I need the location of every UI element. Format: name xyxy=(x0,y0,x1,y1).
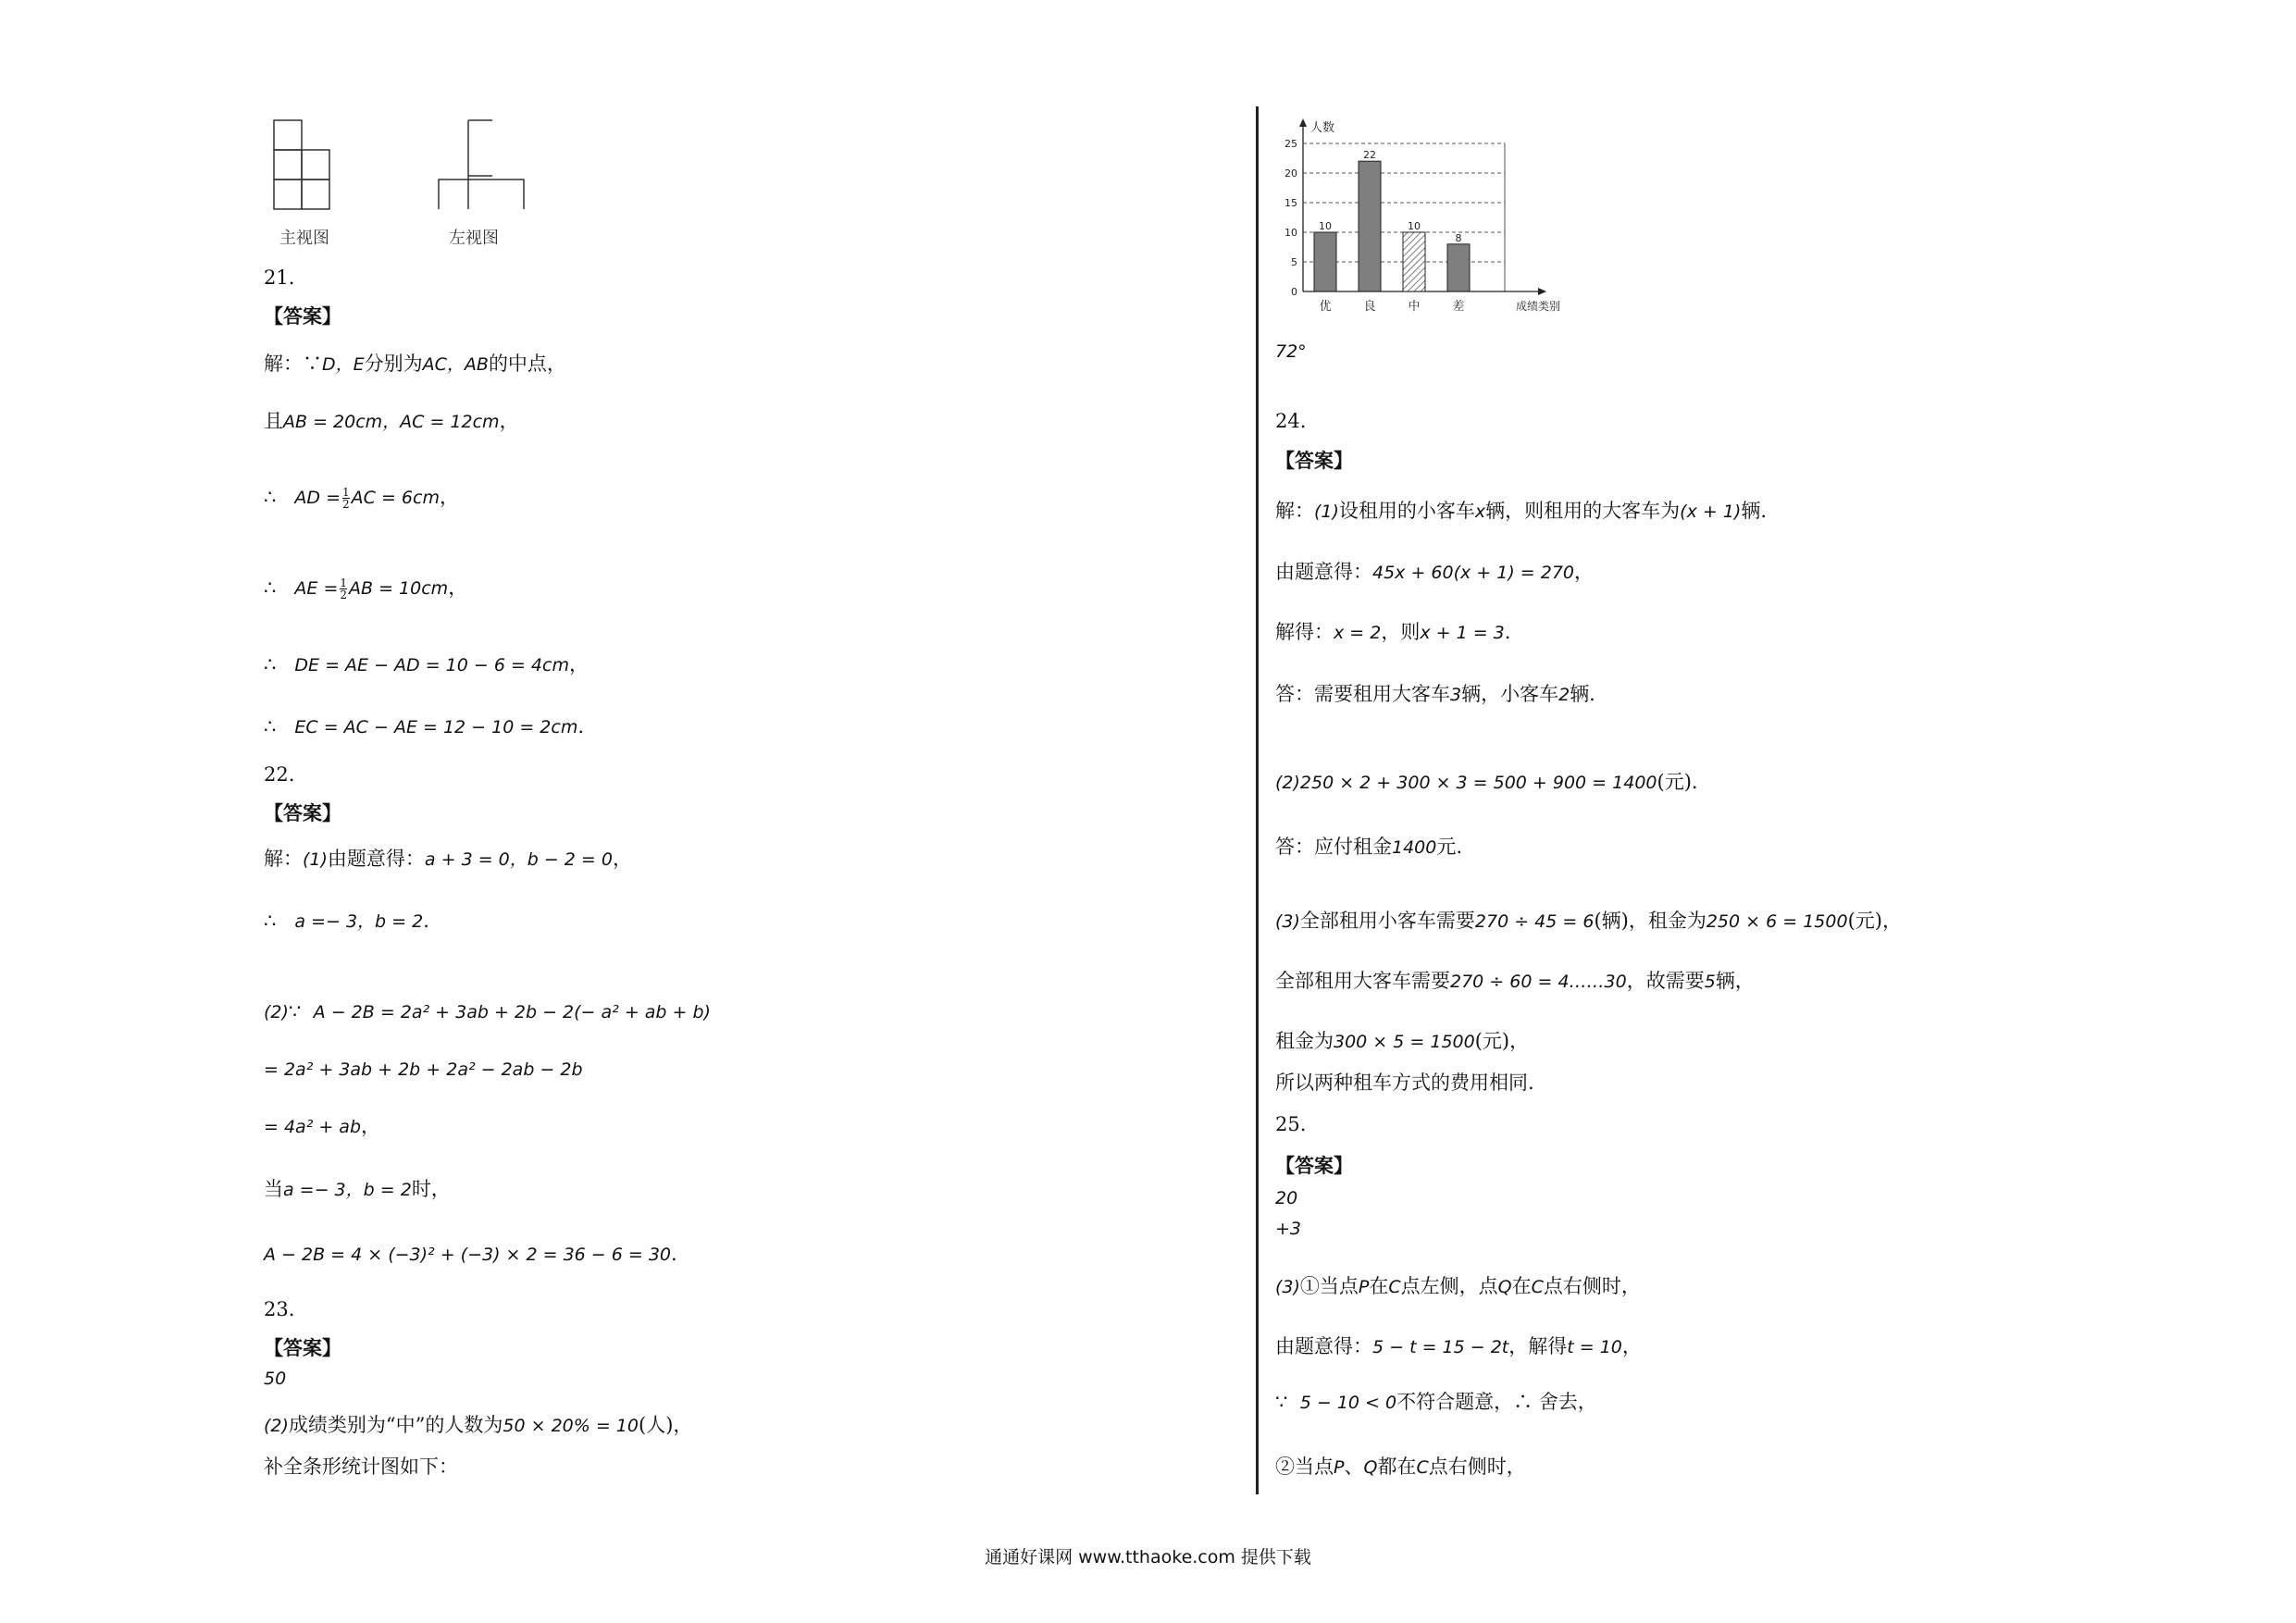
q25-line4: ②当点P、Q都在C点右侧时， xyxy=(1275,1456,1526,1478)
q23-value-1: 50 xyxy=(264,1369,287,1389)
q22-line1: 解：(1)由题意得：a + 3 = 0，b − 2 = 0， xyxy=(264,848,632,870)
three-view-drawings xyxy=(259,111,555,259)
bar-value-label: 10 xyxy=(1319,220,1332,232)
x-tick-label: 良 xyxy=(1363,300,1376,314)
q25-line1: (3)①当点P在C点左侧，点Q在C点右侧时， xyxy=(1275,1275,1641,1297)
bar-chart xyxy=(1275,116,1562,324)
q23-line2: (2)成绩类别为“中”的人数为50 × 20% = 10(人)， xyxy=(264,1414,693,1436)
q21-line4: ∴ AE = $\frac{1}{2}$ AB = 10cm， xyxy=(264,576,468,601)
q22-line7: A − 2B = 4 × (−3)² + (−3) × 2 = 36 − 6 = 30. xyxy=(264,1243,677,1265)
page-footer[interactable]: 通通好课网 www.tthaoke.com 提供下载 xyxy=(985,1547,1311,1567)
q24-line3: 解得：x = 2，则x + 1 = 3. xyxy=(1275,621,1511,643)
q24-line10: 所以两种租车方式的费用相同. xyxy=(1275,1072,1534,1094)
q22-answer-label: 【答案】 xyxy=(264,801,341,824)
front-view-figure xyxy=(274,120,329,209)
x-tick-label: 中 xyxy=(1408,300,1421,314)
q22-line5: = 4a² + ab， xyxy=(264,1115,381,1137)
front-view-label: 主视图 xyxy=(279,229,329,248)
q25-answer-label: 【答案】 xyxy=(1275,1154,1353,1177)
bar-value-label: 10 xyxy=(1408,220,1421,232)
x-tick-label: 优 xyxy=(1319,300,1332,314)
q25-value-1: 20 xyxy=(1275,1188,1298,1208)
angle-answer: 72° xyxy=(1275,341,1307,362)
y-tick-label: 5 xyxy=(1291,256,1297,268)
q24-line5: (2)250 × 2 + 300 × 3 = 500 + 900 = 1400(元). xyxy=(1275,771,1698,793)
q21-line5: ∴ DE = AE − AD = 10 − 6 = 4cm， xyxy=(264,653,589,675)
bar-3 xyxy=(1403,232,1425,291)
q24-line4: 答：需要租用大客车3辆，小客车2辆. xyxy=(1275,683,1595,705)
side-view-figure xyxy=(439,120,524,209)
x-axis-label: 成绩类别 xyxy=(1516,300,1561,313)
q22-line6: 当a =− 3，b = 2时， xyxy=(264,1178,451,1200)
bar-4 xyxy=(1447,244,1470,291)
q25-value-2: +3 xyxy=(1275,1219,1302,1239)
q21-answer-label: 【答案】 xyxy=(264,304,341,328)
q24-line1: 解：(1)设租用的小客车x辆，则租用的大客车为(x + 1)辆. xyxy=(1275,500,1768,522)
q24-number: 24. xyxy=(1275,410,1307,432)
q23-number: 23. xyxy=(264,1298,295,1320)
y-axis-arrow xyxy=(1299,118,1307,127)
column-divider xyxy=(1256,106,1259,1494)
q24-line9: 租金为300 × 5 = 1500(元)， xyxy=(1275,1030,1530,1052)
q24-answer-label: 【答案】 xyxy=(1275,449,1353,472)
q21-line3: ∴ AD = $\frac{1}{2}$ AC = 6cm， xyxy=(264,486,459,511)
y-tick-label: 20 xyxy=(1285,167,1297,180)
q25-number: 25. xyxy=(1275,1113,1307,1135)
q23-answer-label: 【答案】 xyxy=(264,1336,341,1359)
q24-line2: 由题意得：45x + 60(x + 1) = 270， xyxy=(1275,561,1595,583)
y-tick-label: 10 xyxy=(1285,227,1297,239)
q24-line7: (3)全部租用小客车需要270 ÷ 45 = 6(辆)，租金为250 × 6 = 1500(元)， xyxy=(1275,910,1902,932)
q22-line4: = 2a² + 3ab + 2b + 2a² − 2ab − 2b xyxy=(264,1059,583,1080)
bar-1 xyxy=(1314,232,1336,291)
q22-line3: (2)∵ A − 2B = 2a² + 3ab + 2b − 2(− a² + ab + b) xyxy=(264,1000,711,1022)
q24-line6: 答：应付租金1400元. xyxy=(1275,836,1463,858)
q23-line3: 补全条形统计图如下： xyxy=(264,1456,458,1478)
q21-line6: ∴ EC = AC − AE = 12 − 10 = 2cm. xyxy=(264,715,585,737)
y-axis-label: 人数 xyxy=(1310,121,1335,135)
q21-line2: 且AB = 20cm，AC = 12cm， xyxy=(264,410,519,432)
y-tick-label: 15 xyxy=(1285,197,1297,209)
bar-value-label: 8 xyxy=(1455,231,1462,244)
bar-2 xyxy=(1359,161,1381,291)
q25-line2: 由题意得：5 − t = 15 − 2t，解得t = 10， xyxy=(1275,1335,1642,1357)
q22-number: 22. xyxy=(264,763,295,786)
q25-line3: ∵ 5 − 10 < 0不符合题意，∴ 舍去， xyxy=(1275,1391,1597,1413)
q21-number: 21. xyxy=(264,266,295,289)
q22-line2: ∴ a =− 3，b = 2. xyxy=(264,910,429,932)
x-axis-arrow xyxy=(1538,288,1546,295)
bar-value-label: 22 xyxy=(1363,149,1376,162)
y-tick-label: 0 xyxy=(1291,286,1297,298)
q21-line1: 解：∵D，E分别为AC，AB的中点， xyxy=(264,353,566,375)
q24-line8: 全部租用大客车需要270 ÷ 60 = 4……30，故需要5辆， xyxy=(1275,970,1755,992)
x-tick-label: 差 xyxy=(1452,300,1465,314)
y-tick-label: 25 xyxy=(1285,138,1297,150)
side-view-label: 左视图 xyxy=(449,229,499,248)
